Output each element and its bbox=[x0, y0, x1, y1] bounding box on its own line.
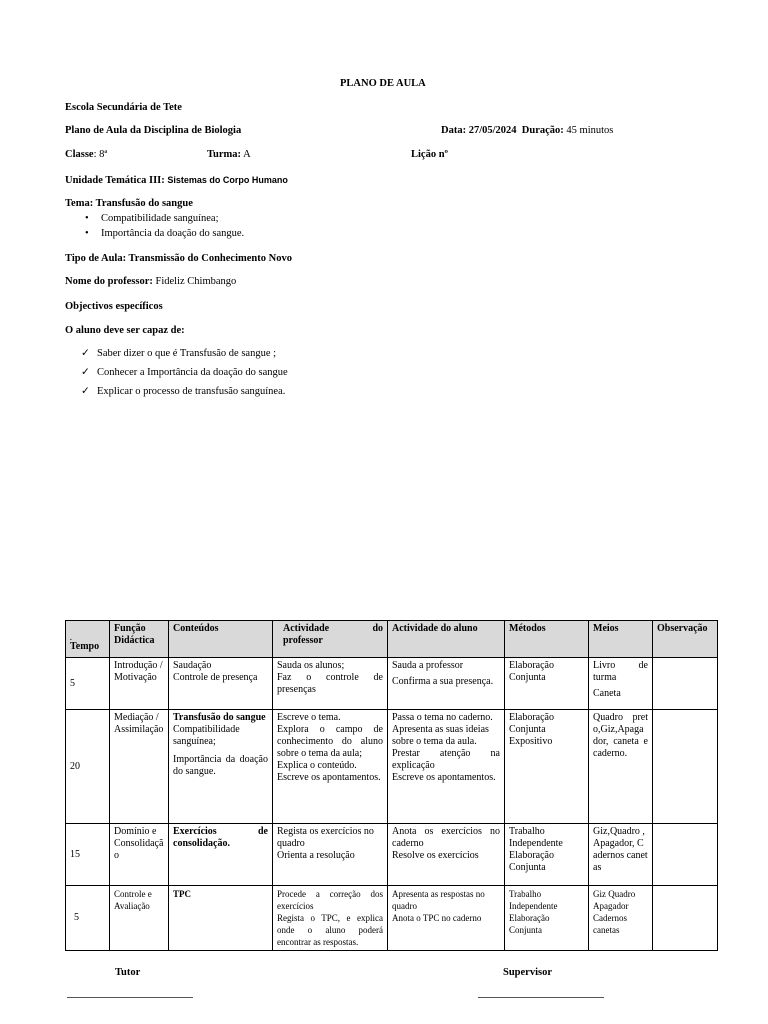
lesson-plan-table bbox=[65, 620, 718, 951]
table-row bbox=[66, 824, 718, 886]
unit-label: Unidade Temática III: bbox=[65, 175, 165, 186]
cell-professor: Procede a correção dos exercícios Regista o TPC, e explica onde o aluno poderá encontrar as respostas. bbox=[273, 886, 388, 951]
page-title: PLANO DE AULA bbox=[340, 78, 426, 89]
cell-conteudos: Exercícios de consolidação. bbox=[169, 824, 273, 886]
tema-item: • Importância da doação do sangue. bbox=[65, 226, 244, 241]
objective-item: ✓ Saber dizer o que é Transfusão de sangue ; bbox=[65, 344, 288, 363]
cell-observacao bbox=[653, 886, 718, 951]
objective-item: ✓ Explicar o processo de transfusão sanguínea. bbox=[65, 382, 288, 401]
cell-tempo: 20 bbox=[66, 710, 110, 824]
header-actividade-aluno: Actividade do aluno bbox=[388, 621, 505, 658]
cell-meios: Livro de turma Caneta bbox=[589, 658, 653, 710]
duration-label: Duração: bbox=[521, 125, 564, 136]
cell-professor: Regista os exercícios no quadro Orienta a resolução bbox=[273, 824, 388, 886]
supervisor-label: Supervisor bbox=[503, 967, 553, 978]
professor-name: Fideliz Chimbango bbox=[155, 276, 237, 287]
cell-professor: Escreve o tema. Explora o campo de conhecimento do aluno sobre o tema da aula; Explica o conteúdo. Escreve os apontamentos. bbox=[273, 710, 388, 824]
table-row bbox=[66, 710, 718, 824]
class-field bbox=[65, 149, 107, 160]
header-tempo: . Tempo bbox=[66, 621, 110, 658]
cell-tempo: 5 bbox=[66, 658, 110, 710]
header-actividade-professor: Actividade do professor bbox=[273, 621, 388, 658]
cell-metodos: Trabalho Independente Elaboração Conjunta bbox=[505, 886, 589, 951]
professor-label: Nome do professor: bbox=[65, 276, 153, 287]
cell-aluno: Anota os exercícios no caderno Resolve os exercícios bbox=[388, 824, 505, 886]
objective-item: ✓ Conhecer a Importância da doação do sangue bbox=[65, 363, 288, 382]
cell-observacao bbox=[653, 710, 718, 824]
class-value: : 8ª bbox=[93, 149, 108, 160]
turma-label: Turma: bbox=[207, 149, 242, 160]
check-icon: ✓ bbox=[81, 348, 90, 359]
header-meios: Meios bbox=[589, 621, 653, 658]
cell-funcao: Controle e Avaliação bbox=[110, 886, 169, 951]
unit-value: Sistemas do Corpo Humano bbox=[167, 175, 288, 185]
cell-tempo: 15 bbox=[66, 824, 110, 886]
cell-funcao: Introdução / Motivação bbox=[110, 658, 169, 710]
cell-meios: Giz Quadro Apagador Cadernos canetas bbox=[589, 886, 653, 951]
objectives-list bbox=[65, 344, 288, 401]
cell-funcao: Mediação / Assimilação bbox=[110, 710, 169, 824]
cell-conteudos: Saudação Controle de presença bbox=[169, 658, 273, 710]
tutor-signature-line bbox=[67, 997, 193, 998]
table-header-row bbox=[66, 621, 718, 658]
table-row bbox=[66, 658, 718, 710]
tutor-label: Tutor bbox=[115, 967, 141, 978]
objectives-heading: Objectivos específicos bbox=[65, 301, 163, 312]
cell-observacao bbox=[653, 658, 718, 710]
date-duration bbox=[441, 125, 613, 136]
cell-funcao: Domínio e Consolidação bbox=[110, 824, 169, 886]
date-label: Data: 27/05/2024 bbox=[441, 125, 517, 136]
header-funcao: Função Didáctica bbox=[110, 621, 169, 658]
supervisor-signature-line bbox=[478, 997, 604, 998]
duration-value: 45 minutos bbox=[566, 125, 614, 136]
header-observacao: Observação bbox=[653, 621, 718, 658]
cell-meios: Giz,Quadro ,Apagador, Cadernos canetas bbox=[589, 824, 653, 886]
cell-conteudos: TPC bbox=[169, 886, 273, 951]
cell-metodos: Elaboração Conjunta Expositivo bbox=[505, 710, 589, 824]
cell-aluno: Apresenta as respostas no quadro Anota o TPC no caderno bbox=[388, 886, 505, 951]
turma-value: A bbox=[243, 149, 251, 160]
header-conteudos: Conteúdos bbox=[169, 621, 273, 658]
school-name: Escola Secundária de Tete bbox=[65, 102, 182, 113]
tema-list bbox=[65, 211, 244, 241]
capaz-heading: O aluno deve ser capaz de: bbox=[65, 325, 185, 336]
cell-tempo: 5 bbox=[66, 886, 110, 951]
header-metodos: Métodos bbox=[505, 621, 589, 658]
table-row bbox=[66, 886, 718, 951]
tema-item: • Compatibilidade sanguínea; bbox=[65, 211, 244, 226]
cell-aluno: Sauda a professor Confirma a sua presença. bbox=[388, 658, 505, 710]
cell-metodos: Elaboração Conjunta bbox=[505, 658, 589, 710]
unit-line bbox=[65, 175, 288, 186]
cell-aluno: Passa o tema no caderno. Apresenta as suas ideias sobre o tema da aula. Prestar atenção na explicação Escreve os apontamentos. bbox=[388, 710, 505, 824]
class-label: Classe bbox=[65, 149, 94, 160]
check-icon: ✓ bbox=[81, 386, 90, 397]
tipo-aula: Tipo de Aula: Transmissão do Conhecimento Novo bbox=[65, 253, 292, 264]
professor-line bbox=[65, 276, 236, 287]
tema-label: Tema: Transfusão do sangue bbox=[65, 198, 193, 209]
check-icon: ✓ bbox=[81, 367, 90, 378]
licao-field: Lição nº bbox=[411, 149, 449, 160]
cell-conteudos: Transfusão do sangue Compatibilidade sanguínea; Importância da doação do sangue. bbox=[169, 710, 273, 824]
discipline-line: Plano de Aula da Disciplina de Biologia bbox=[65, 125, 242, 136]
cell-professor: Sauda os alunos; Faz o controle de presenças bbox=[273, 658, 388, 710]
cell-metodos: Trabalho Independente Elaboração Conjunta bbox=[505, 824, 589, 886]
turma-field bbox=[207, 149, 251, 160]
cell-observacao bbox=[653, 824, 718, 886]
cell-meios: Quadro preto,Giz,Apagador, caneta e caderno. bbox=[589, 710, 653, 824]
